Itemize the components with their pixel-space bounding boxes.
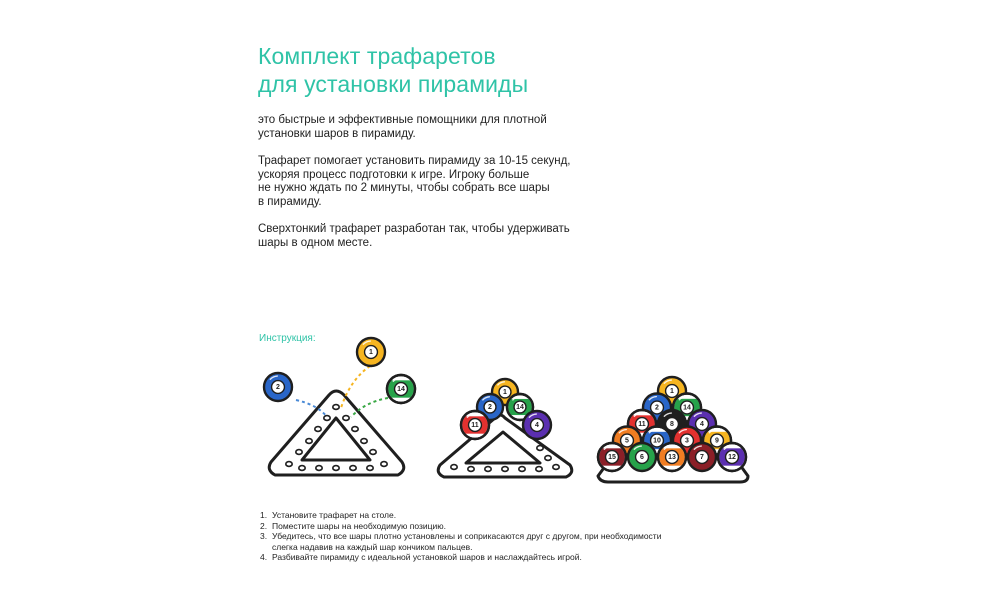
stencil-holes (451, 446, 559, 472)
trajectory-line-1 (341, 366, 370, 408)
text-line: в пирамиду. (258, 195, 322, 208)
billiard-ball-15 (598, 443, 626, 471)
step-item (260, 521, 740, 532)
billiard-ball-14 (387, 375, 415, 403)
ball-number: 1 (369, 349, 373, 356)
ball-number: 5 (625, 437, 629, 445)
text-line: ускоряя процесс подготовки к игре. Игроку больше (258, 168, 530, 181)
text-line: Установите трафарет на столе. (272, 510, 397, 520)
step-text (272, 510, 740, 521)
step-item (260, 531, 740, 552)
billiard-ball-2 (264, 373, 292, 401)
ball-number: 6 (640, 454, 644, 461)
ball-number: 10 (653, 437, 661, 445)
step-item (260, 510, 740, 521)
stencil-hole (361, 439, 367, 444)
step-text (272, 521, 740, 532)
ball-number: 4 (535, 422, 539, 429)
ball-number: 14 (683, 404, 691, 412)
ball-number: 1 (670, 388, 674, 395)
text-line: Разбивайте пирамиду с идеальной установкой шаров и наслаждайтесь игрой. (272, 552, 582, 562)
billiard-ball-7 (688, 443, 716, 471)
title-line-1: Комплект трафаретов (258, 43, 496, 69)
step-text (272, 552, 740, 563)
stencil-hole (333, 466, 339, 471)
step-text (272, 531, 740, 552)
ball-number: 2 (276, 384, 280, 391)
text-line: это быстрые и эффективные помощники для плотной (258, 114, 547, 126)
stencil-hole (286, 462, 292, 467)
stencil-hole (485, 467, 491, 472)
stencil-hole (343, 416, 349, 421)
billiard-ball-1 (357, 338, 385, 366)
stencil-hole (306, 439, 312, 444)
stencil-hole (296, 450, 302, 455)
stencil-hole (315, 427, 321, 432)
text-line: Трафарет помогает установить пирамиду за 10-15 секунд, (258, 155, 571, 167)
stencil-hole (468, 467, 474, 472)
panel-2-balls (461, 379, 551, 439)
text-line: шары в одном месте. (258, 236, 373, 249)
ball-number: 9 (715, 437, 719, 445)
ball-number: 12 (728, 454, 736, 461)
stencil-hole (381, 462, 387, 467)
ball-number: 2 (655, 404, 659, 412)
stencil-hole (536, 467, 542, 472)
stencil-hole (316, 466, 322, 471)
ball-number: 14 (516, 404, 524, 411)
ball-number: 13 (668, 454, 676, 461)
stencil-hole (367, 466, 373, 471)
stencil-hole (519, 467, 525, 472)
ball-number: 1 (503, 389, 507, 396)
stencil-hole (553, 465, 559, 470)
billiard-ball-4 (523, 411, 551, 439)
title-line-2: для установки пирамиды (258, 71, 529, 97)
panel-3-balls (598, 377, 746, 471)
ball-number: 14 (397, 386, 405, 393)
ball-number: 7 (700, 454, 704, 461)
stencil-hole (324, 416, 330, 421)
step-number: 1. (260, 510, 268, 520)
step-number: 4. (260, 552, 268, 562)
text-line: Поместите шары на необходимую позицию. (272, 520, 447, 531)
text-line: Сверхтонкий трафарет разработан так, чтобы удерживать (258, 223, 570, 235)
step-number: 3. (260, 531, 268, 541)
stencil-hole (545, 456, 551, 461)
stencil-hole (451, 465, 457, 470)
text-line: слегка надавив на каждый шар кончиком пальцев. (272, 541, 473, 552)
text-line: не нужно ждать по 2 минуты, чтобы собрать все шары (258, 182, 550, 194)
instruction-steps (260, 510, 740, 563)
stencil-hole (370, 450, 376, 455)
ball-number: 4 (700, 421, 704, 428)
stencil-hole (333, 405, 339, 410)
billiard-ball-6 (628, 443, 656, 471)
instruction-label: Инструкция: (259, 333, 316, 344)
step-number: 2. (260, 520, 268, 531)
billiard-ball-11 (461, 411, 489, 439)
stencil-hole (502, 467, 508, 472)
text-line: Убедитесь, что все шары плотно установлены и соприкасаются друг с другом, при необходимости (272, 531, 662, 541)
billiard-ball-12 (718, 443, 746, 471)
ball-number: 3 (685, 437, 689, 445)
ball-number: 15 (608, 454, 616, 461)
stencil-hole (350, 466, 356, 471)
ball-number: 11 (471, 422, 479, 429)
stencil-hole (537, 446, 543, 451)
stencil-hole (352, 427, 358, 432)
text-line: установки шаров в пирамиду. (258, 127, 416, 140)
ball-number: 11 (638, 421, 646, 428)
ball-number: 2 (488, 404, 492, 411)
ball-number: 8 (670, 421, 674, 428)
step-item (260, 552, 740, 563)
billiard-ball-13 (658, 443, 686, 471)
stencil-hole (299, 466, 305, 471)
